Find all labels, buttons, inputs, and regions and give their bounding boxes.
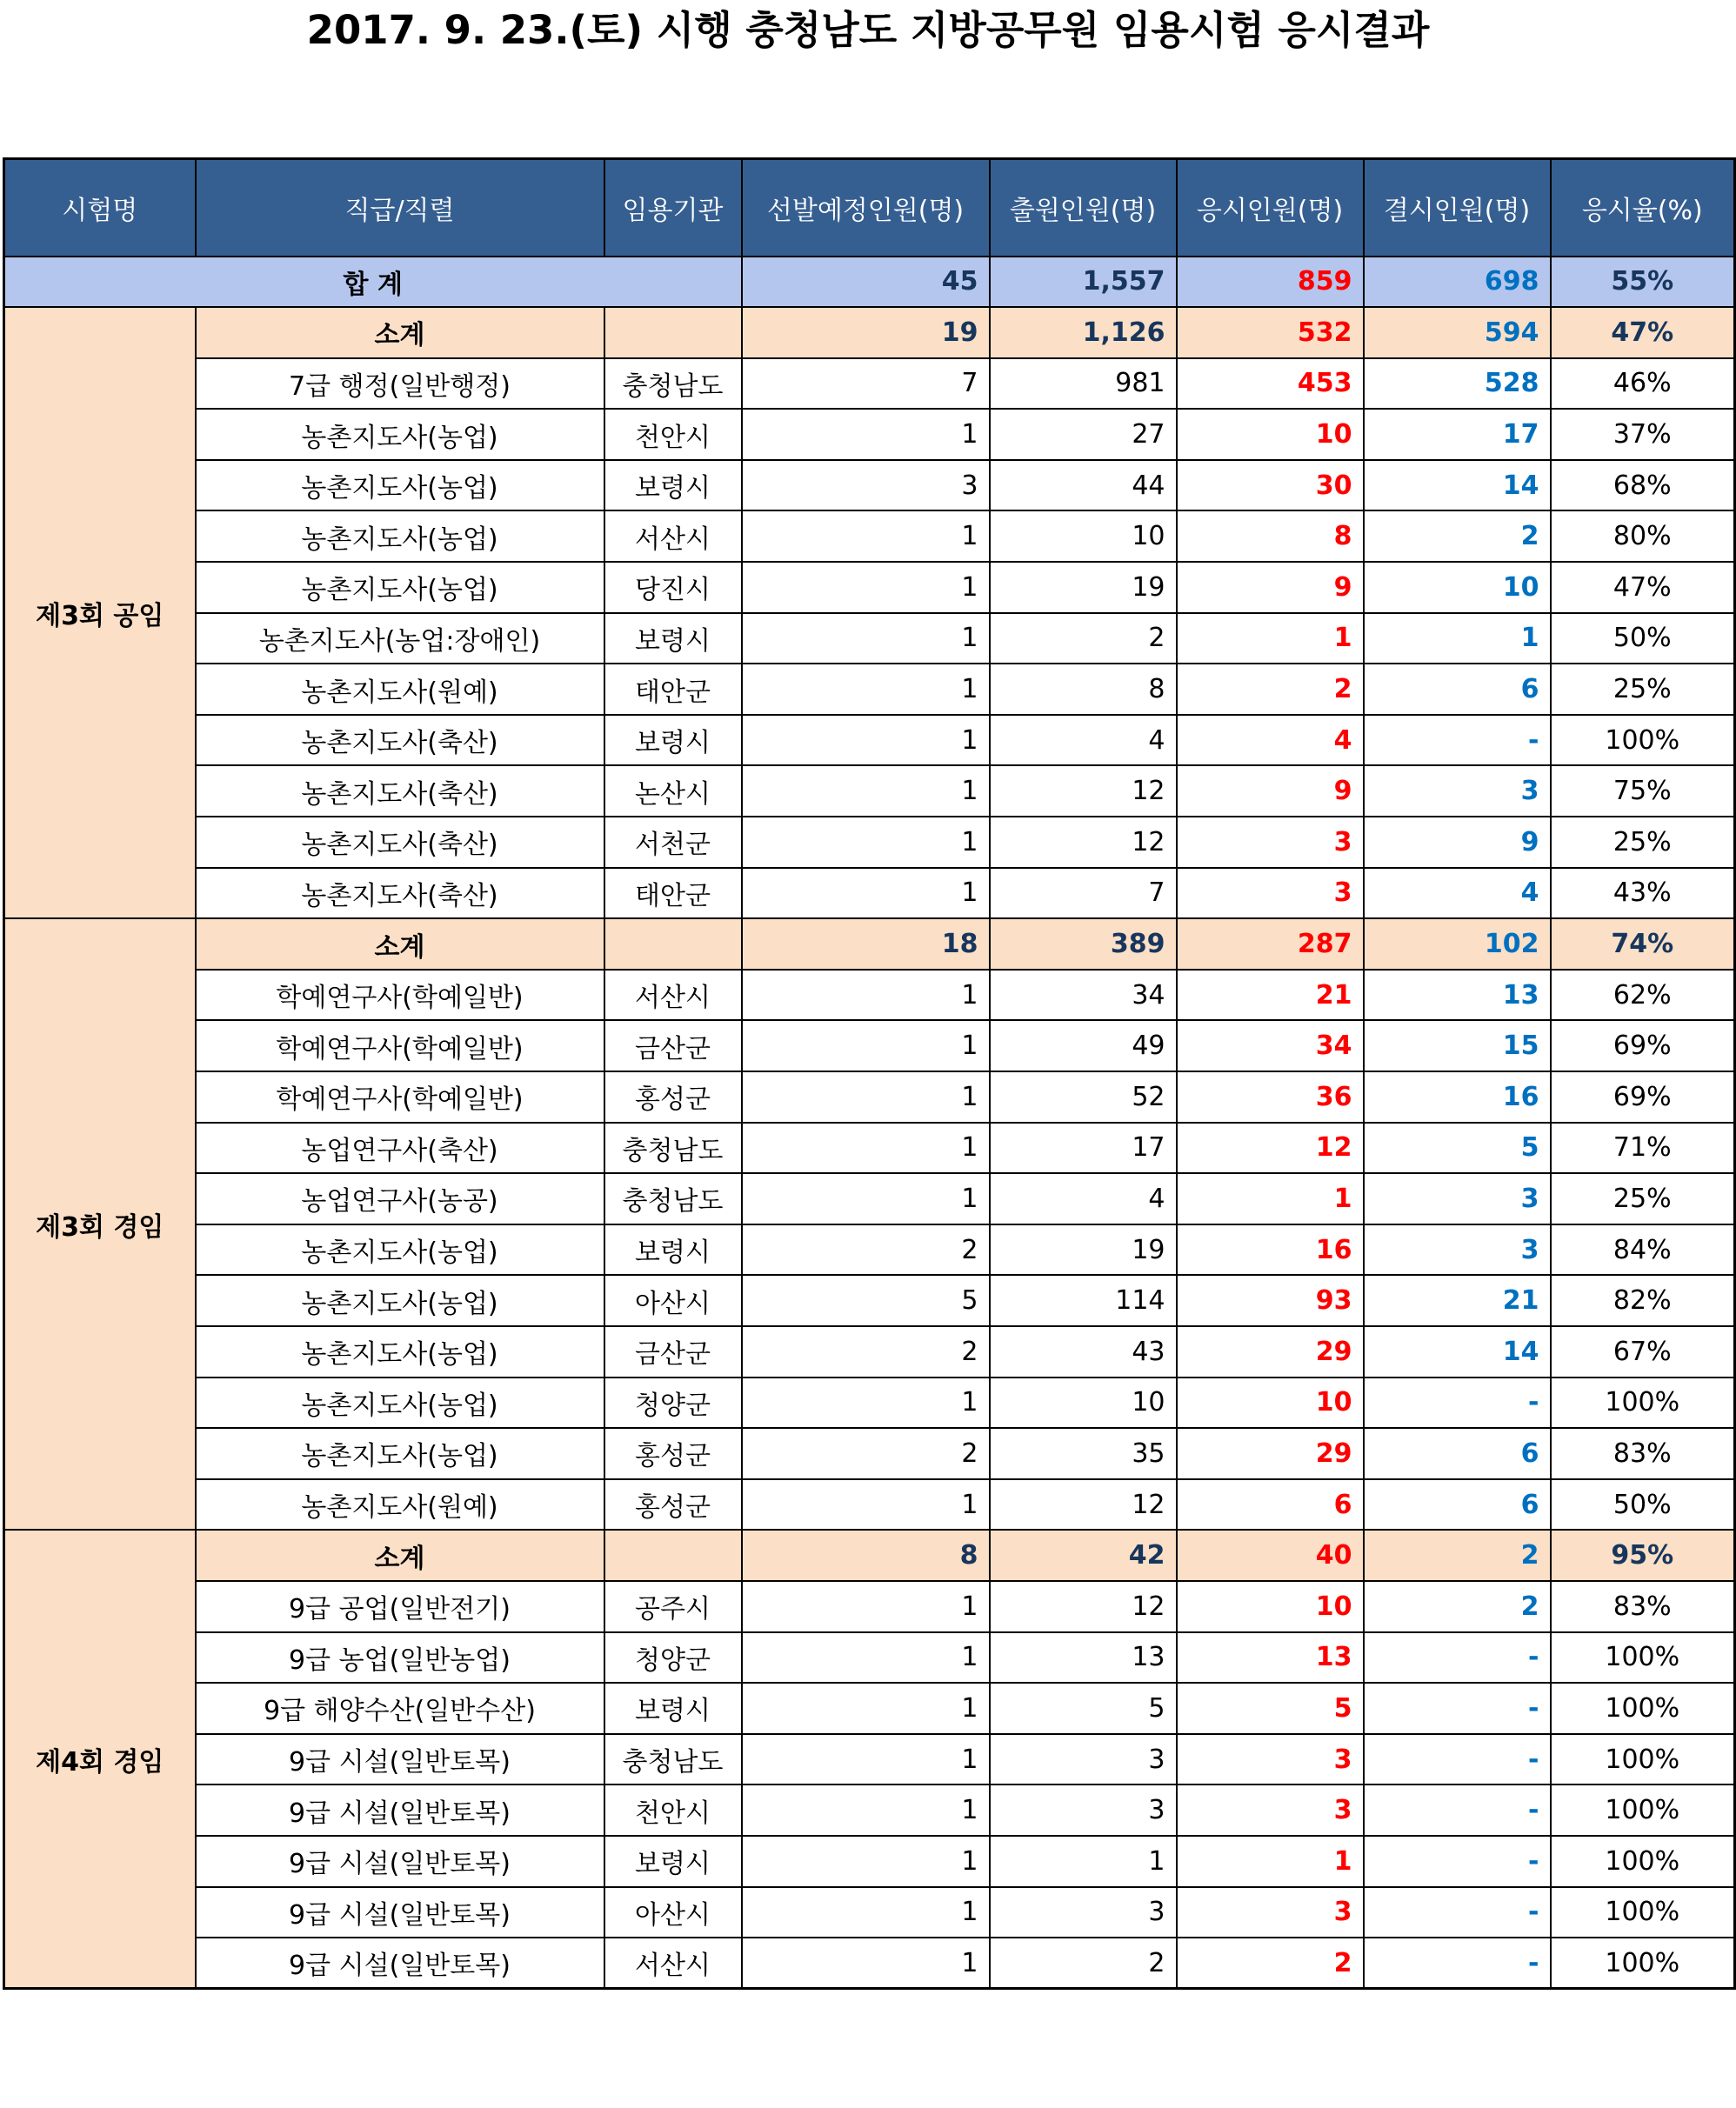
selected-cell: 5 xyxy=(742,1275,990,1326)
table-row xyxy=(4,1326,1735,1378)
selected-cell: 1 xyxy=(742,1784,990,1836)
grade-cell: 농촌지도사(농업) xyxy=(196,460,604,511)
agency-cell: 공주시 xyxy=(604,1581,742,1632)
applied-cell: 1 xyxy=(990,1836,1177,1887)
table-row xyxy=(4,1428,1735,1479)
absent-cell: - xyxy=(1364,1836,1551,1887)
took-cell: 1 xyxy=(1177,1173,1364,1224)
agency-cell: 천안시 xyxy=(604,1784,742,1836)
grade-cell: 농촌지도사(축산) xyxy=(196,817,604,868)
applied-cell: 17 xyxy=(990,1123,1177,1174)
subtotal-selected: 18 xyxy=(742,918,990,970)
rate-cell: 83% xyxy=(1551,1428,1735,1479)
applied-cell: 43 xyxy=(990,1326,1177,1378)
exam-group-name: 제3회 경임 xyxy=(4,918,196,1530)
header-row xyxy=(4,159,1735,257)
table-row xyxy=(4,1123,1735,1174)
rate-cell: 68% xyxy=(1551,460,1735,511)
selected-cell: 1 xyxy=(742,868,990,919)
grade-cell: 학예연구사(학예일반) xyxy=(196,970,604,1021)
agency-cell: 당진시 xyxy=(604,562,742,613)
selected-cell: 1 xyxy=(742,1378,990,1429)
grade-cell: 9급 시설(일반토목) xyxy=(196,1836,604,1887)
absent-cell: 3 xyxy=(1364,1224,1551,1276)
took-cell: 9 xyxy=(1177,562,1364,613)
applied-cell: 19 xyxy=(990,562,1177,613)
grade-cell: 농촌지도사(축산) xyxy=(196,868,604,919)
agency-cell: 충청남도 xyxy=(604,1734,742,1785)
table-row xyxy=(4,765,1735,817)
rate-cell: 50% xyxy=(1551,613,1735,664)
subtotal-applied: 1,126 xyxy=(990,307,1177,358)
agency-cell: 보령시 xyxy=(604,613,742,664)
table-row xyxy=(4,1479,1735,1531)
took-cell: 1 xyxy=(1177,1836,1364,1887)
total-label: 합 계 xyxy=(4,257,742,308)
total-rate: 55% xyxy=(1551,257,1735,308)
subtotal-label: 소계 xyxy=(196,307,604,358)
took-cell: 29 xyxy=(1177,1326,1364,1378)
header-absent: 결시인원(명) xyxy=(1364,159,1551,257)
header-agency: 임용기관 xyxy=(604,159,742,257)
rate-cell: 100% xyxy=(1551,1938,1735,1989)
agency-cell: 충청남도 xyxy=(604,1123,742,1174)
table-row xyxy=(4,970,1735,1021)
selected-cell: 2 xyxy=(742,1326,990,1378)
applied-cell: 4 xyxy=(990,1173,1177,1224)
exam-group-name: 제3회 공임 xyxy=(4,307,196,918)
rate-cell: 100% xyxy=(1551,1683,1735,1734)
took-cell: 30 xyxy=(1177,460,1364,511)
agency-cell: 보령시 xyxy=(604,715,742,766)
agency-cell: 충청남도 xyxy=(604,1173,742,1224)
selected-cell: 1 xyxy=(742,409,990,460)
header-rate: 응시율(%) xyxy=(1551,159,1735,257)
applied-cell: 10 xyxy=(990,510,1177,562)
subtotal-rate: 95% xyxy=(1551,1530,1735,1581)
grade-cell: 농촌지도사(원예) xyxy=(196,1479,604,1531)
header-exam-name: 시험명 xyxy=(4,159,196,257)
took-cell: 2 xyxy=(1177,664,1364,715)
agency-cell: 서산시 xyxy=(604,970,742,1021)
absent-cell: 528 xyxy=(1364,358,1551,410)
subtotal-took: 287 xyxy=(1177,918,1364,970)
table-row xyxy=(4,358,1735,410)
applied-cell: 44 xyxy=(990,460,1177,511)
selected-cell: 1 xyxy=(742,765,990,817)
grade-cell: 9급 공업(일반전기) xyxy=(196,1581,604,1632)
table-row xyxy=(4,1632,1735,1684)
selected-cell: 1 xyxy=(742,715,990,766)
table-row xyxy=(4,868,1735,919)
subtotal-selected: 8 xyxy=(742,1530,990,1581)
table-row xyxy=(4,1734,1735,1785)
rate-cell: 67% xyxy=(1551,1326,1735,1378)
subtotal-took: 40 xyxy=(1177,1530,1364,1581)
subtotal-absent: 2 xyxy=(1364,1530,1551,1581)
grade-cell: 농촌지도사(농업) xyxy=(196,562,604,613)
subtotal-row xyxy=(4,1530,1735,1581)
rate-cell: 100% xyxy=(1551,715,1735,766)
table-row xyxy=(4,1784,1735,1836)
rate-cell: 84% xyxy=(1551,1224,1735,1276)
agency-cell: 보령시 xyxy=(604,460,742,511)
grade-cell: 학예연구사(학예일반) xyxy=(196,1020,604,1071)
rate-cell: 69% xyxy=(1551,1071,1735,1123)
rate-cell: 83% xyxy=(1551,1581,1735,1632)
total-took: 859 xyxy=(1177,257,1364,308)
agency-cell: 홍성군 xyxy=(604,1479,742,1531)
agency-cell: 천안시 xyxy=(604,409,742,460)
rate-cell: 71% xyxy=(1551,1123,1735,1174)
took-cell: 6 xyxy=(1177,1479,1364,1531)
selected-cell: 1 xyxy=(742,1020,990,1071)
subtotal-applied: 389 xyxy=(990,918,1177,970)
agency-cell: 보령시 xyxy=(604,1224,742,1276)
grade-cell: 농촌지도사(축산) xyxy=(196,765,604,817)
rate-cell: 50% xyxy=(1551,1479,1735,1531)
subtotal-selected: 19 xyxy=(742,307,990,358)
absent-cell: 9 xyxy=(1364,817,1551,868)
subtotal-agency xyxy=(604,307,742,358)
table-row xyxy=(4,562,1735,613)
total-selected: 45 xyxy=(742,257,990,308)
grade-cell: 7급 행정(일반행정) xyxy=(196,358,604,410)
total-absent: 698 xyxy=(1364,257,1551,308)
header-grade: 직급/직렬 xyxy=(196,159,604,257)
absent-cell: 21 xyxy=(1364,1275,1551,1326)
took-cell: 3 xyxy=(1177,868,1364,919)
absent-cell: 6 xyxy=(1364,664,1551,715)
rate-cell: 62% xyxy=(1551,970,1735,1021)
rate-cell: 100% xyxy=(1551,1734,1735,1785)
absent-cell: - xyxy=(1364,1734,1551,1785)
absent-cell: 14 xyxy=(1364,460,1551,511)
took-cell: 3 xyxy=(1177,817,1364,868)
grade-cell: 농촌지도사(농업) xyxy=(196,1326,604,1378)
applied-cell: 4 xyxy=(990,715,1177,766)
agency-cell: 충청남도 xyxy=(604,358,742,410)
selected-cell: 1 xyxy=(742,1173,990,1224)
took-cell: 453 xyxy=(1177,358,1364,410)
table-row xyxy=(4,715,1735,766)
absent-cell: 6 xyxy=(1364,1428,1551,1479)
absent-cell: 5 xyxy=(1364,1123,1551,1174)
agency-cell: 홍성군 xyxy=(604,1428,742,1479)
subtotal-row xyxy=(4,918,1735,970)
subtotal-label: 소계 xyxy=(196,1530,604,1581)
applied-cell: 19 xyxy=(990,1224,1177,1276)
absent-cell: - xyxy=(1364,1632,1551,1684)
took-cell: 10 xyxy=(1177,409,1364,460)
absent-cell: 1 xyxy=(1364,613,1551,664)
selected-cell: 1 xyxy=(742,1734,990,1785)
applied-cell: 2 xyxy=(990,613,1177,664)
absent-cell: 15 xyxy=(1364,1020,1551,1071)
selected-cell: 1 xyxy=(742,1071,990,1123)
subtotal-agency xyxy=(604,1530,742,1581)
rate-cell: 82% xyxy=(1551,1275,1735,1326)
agency-cell: 금산군 xyxy=(604,1326,742,1378)
table-row xyxy=(4,1683,1735,1734)
grade-cell: 농촌지도사(농업) xyxy=(196,1378,604,1429)
agency-cell: 보령시 xyxy=(604,1836,742,1887)
subtotal-applied: 42 xyxy=(990,1530,1177,1581)
absent-cell: - xyxy=(1364,1378,1551,1429)
took-cell: 5 xyxy=(1177,1683,1364,1734)
selected-cell: 1 xyxy=(742,1479,990,1531)
agency-cell: 보령시 xyxy=(604,1683,742,1734)
applied-cell: 27 xyxy=(990,409,1177,460)
grade-cell: 9급 시설(일반토목) xyxy=(196,1887,604,1938)
applied-cell: 7 xyxy=(990,868,1177,919)
took-cell: 9 xyxy=(1177,765,1364,817)
selected-cell: 1 xyxy=(742,613,990,664)
table-row xyxy=(4,1224,1735,1276)
took-cell: 3 xyxy=(1177,1887,1364,1938)
grade-cell: 농촌지도사(농업) xyxy=(196,510,604,562)
table-row xyxy=(4,1071,1735,1123)
absent-cell: 17 xyxy=(1364,409,1551,460)
rate-cell: 25% xyxy=(1551,817,1735,868)
table-row xyxy=(4,1581,1735,1632)
took-cell: 29 xyxy=(1177,1428,1364,1479)
took-cell: 10 xyxy=(1177,1378,1364,1429)
applied-cell: 114 xyxy=(990,1275,1177,1326)
subtotal-took: 532 xyxy=(1177,307,1364,358)
agency-cell: 서천군 xyxy=(604,817,742,868)
rate-cell: 100% xyxy=(1551,1836,1735,1887)
applied-cell: 13 xyxy=(990,1632,1177,1684)
applied-cell: 12 xyxy=(990,1581,1177,1632)
took-cell: 3 xyxy=(1177,1734,1364,1785)
rate-cell: 100% xyxy=(1551,1378,1735,1429)
selected-cell: 1 xyxy=(742,1887,990,1938)
took-cell: 13 xyxy=(1177,1632,1364,1684)
table-row xyxy=(4,817,1735,868)
absent-cell: 2 xyxy=(1364,510,1551,562)
agency-cell: 청양군 xyxy=(604,1378,742,1429)
table-row xyxy=(4,1887,1735,1938)
absent-cell: - xyxy=(1364,1887,1551,1938)
took-cell: 10 xyxy=(1177,1581,1364,1632)
grade-cell: 농촌지도사(농업) xyxy=(196,1428,604,1479)
grade-cell: 농촌지도사(농업:장애인) xyxy=(196,613,604,664)
absent-cell: 16 xyxy=(1364,1071,1551,1123)
subtotal-rate: 47% xyxy=(1551,307,1735,358)
rate-cell: 100% xyxy=(1551,1784,1735,1836)
subtotal-absent: 594 xyxy=(1364,307,1551,358)
took-cell: 16 xyxy=(1177,1224,1364,1276)
applied-cell: 12 xyxy=(990,1479,1177,1531)
selected-cell: 1 xyxy=(742,664,990,715)
took-cell: 21 xyxy=(1177,970,1364,1021)
grade-cell: 농업연구사(농공) xyxy=(196,1173,604,1224)
rate-cell: 100% xyxy=(1551,1632,1735,1684)
took-cell: 36 xyxy=(1177,1071,1364,1123)
grade-cell: 9급 시설(일반토목) xyxy=(196,1938,604,1989)
took-cell: 8 xyxy=(1177,510,1364,562)
took-cell: 3 xyxy=(1177,1784,1364,1836)
agency-cell: 홍성군 xyxy=(604,1071,742,1123)
agency-cell: 태안군 xyxy=(604,664,742,715)
table-row xyxy=(4,460,1735,511)
header-applied: 출원인원(명) xyxy=(990,159,1177,257)
selected-cell: 1 xyxy=(742,1836,990,1887)
applied-cell: 5 xyxy=(990,1683,1177,1734)
selected-cell: 1 xyxy=(742,510,990,562)
table-row xyxy=(4,1173,1735,1224)
grade-cell: 농촌지도사(농업) xyxy=(196,1275,604,1326)
rate-cell: 100% xyxy=(1551,1887,1735,1938)
applied-cell: 3 xyxy=(990,1784,1177,1836)
table-row xyxy=(4,613,1735,664)
agency-cell: 서산시 xyxy=(604,1938,742,1989)
selected-cell: 1 xyxy=(742,1938,990,1989)
selected-cell: 1 xyxy=(742,1581,990,1632)
grade-cell: 학예연구사(학예일반) xyxy=(196,1071,604,1123)
exam-results-table xyxy=(3,157,1736,1990)
table-row xyxy=(4,510,1735,562)
absent-cell: - xyxy=(1364,1683,1551,1734)
rate-cell: 25% xyxy=(1551,664,1735,715)
took-cell: 1 xyxy=(1177,613,1364,664)
grade-cell: 9급 해양수산(일반수산) xyxy=(196,1683,604,1734)
rate-cell: 69% xyxy=(1551,1020,1735,1071)
selected-cell: 2 xyxy=(742,1428,990,1479)
grade-cell: 9급 농업(일반농업) xyxy=(196,1632,604,1684)
grade-cell: 9급 시설(일반토목) xyxy=(196,1734,604,1785)
absent-cell: - xyxy=(1364,715,1551,766)
grade-cell: 9급 시설(일반토목) xyxy=(196,1784,604,1836)
took-cell: 12 xyxy=(1177,1123,1364,1174)
absent-cell: 13 xyxy=(1364,970,1551,1021)
applied-cell: 34 xyxy=(990,970,1177,1021)
agency-cell: 아산시 xyxy=(604,1275,742,1326)
absent-cell: 6 xyxy=(1364,1479,1551,1531)
selected-cell: 2 xyxy=(742,1224,990,1276)
took-cell: 93 xyxy=(1177,1275,1364,1326)
absent-cell: 3 xyxy=(1364,1173,1551,1224)
selected-cell: 1 xyxy=(742,562,990,613)
applied-cell: 8 xyxy=(990,664,1177,715)
rate-cell: 46% xyxy=(1551,358,1735,410)
table-row xyxy=(4,1836,1735,1887)
absent-cell: 14 xyxy=(1364,1326,1551,1378)
absent-cell: - xyxy=(1364,1784,1551,1836)
rate-cell: 80% xyxy=(1551,510,1735,562)
applied-cell: 12 xyxy=(990,765,1177,817)
selected-cell: 3 xyxy=(742,460,990,511)
subtotal-agency xyxy=(604,918,742,970)
subtotal-rate: 74% xyxy=(1551,918,1735,970)
selected-cell: 1 xyxy=(742,1123,990,1174)
agency-cell: 태안군 xyxy=(604,868,742,919)
grade-cell: 농촌지도사(원예) xyxy=(196,664,604,715)
exam-group-name: 제4회 경임 xyxy=(4,1530,196,1988)
selected-cell: 1 xyxy=(742,1683,990,1734)
selected-cell: 1 xyxy=(742,1632,990,1684)
total-row xyxy=(4,257,1735,308)
applied-cell: 49 xyxy=(990,1020,1177,1071)
applied-cell: 3 xyxy=(990,1887,1177,1938)
selected-cell: 7 xyxy=(742,358,990,410)
agency-cell: 아산시 xyxy=(604,1887,742,1938)
agency-cell: 금산군 xyxy=(604,1020,742,1071)
grade-cell: 농촌지도사(축산) xyxy=(196,715,604,766)
rate-cell: 47% xyxy=(1551,562,1735,613)
took-cell: 34 xyxy=(1177,1020,1364,1071)
selected-cell: 1 xyxy=(742,817,990,868)
applied-cell: 35 xyxy=(990,1428,1177,1479)
applied-cell: 10 xyxy=(990,1378,1177,1429)
table-row xyxy=(4,1938,1735,1989)
page-title: 2017. 9. 23.(토) 시행 충청남도 지방공무원 임용시험 응시결과 xyxy=(306,7,1430,53)
applied-cell: 2 xyxy=(990,1938,1177,1989)
subtotal-absent: 102 xyxy=(1364,918,1551,970)
grade-cell: 농업연구사(축산) xyxy=(196,1123,604,1174)
selected-cell: 1 xyxy=(742,970,990,1021)
rate-cell: 75% xyxy=(1551,765,1735,817)
agency-cell: 서산시 xyxy=(604,510,742,562)
table-row xyxy=(4,664,1735,715)
took-cell: 4 xyxy=(1177,715,1364,766)
absent-cell: 3 xyxy=(1364,765,1551,817)
took-cell: 2 xyxy=(1177,1938,1364,1989)
agency-cell: 논산시 xyxy=(604,765,742,817)
total-applied: 1,557 xyxy=(990,257,1177,308)
grade-cell: 농촌지도사(농업) xyxy=(196,1224,604,1276)
agency-cell: 청양군 xyxy=(604,1632,742,1684)
table-row xyxy=(4,1378,1735,1429)
applied-cell: 981 xyxy=(990,358,1177,410)
absent-cell: 2 xyxy=(1364,1581,1551,1632)
grade-cell: 농촌지도사(농업) xyxy=(196,409,604,460)
rate-cell: 25% xyxy=(1551,1173,1735,1224)
table-row xyxy=(4,409,1735,460)
subtotal-row xyxy=(4,307,1735,358)
applied-cell: 3 xyxy=(990,1734,1177,1785)
applied-cell: 12 xyxy=(990,817,1177,868)
rate-cell: 37% xyxy=(1551,409,1735,460)
header-selected: 선발예정인원(명) xyxy=(742,159,990,257)
rate-cell: 43% xyxy=(1551,868,1735,919)
absent-cell: 4 xyxy=(1364,868,1551,919)
table-row xyxy=(4,1275,1735,1326)
subtotal-label: 소계 xyxy=(196,918,604,970)
header-took: 응시인원(명) xyxy=(1177,159,1364,257)
absent-cell: - xyxy=(1364,1938,1551,1989)
table-row xyxy=(4,1020,1735,1071)
applied-cell: 52 xyxy=(990,1071,1177,1123)
absent-cell: 10 xyxy=(1364,562,1551,613)
